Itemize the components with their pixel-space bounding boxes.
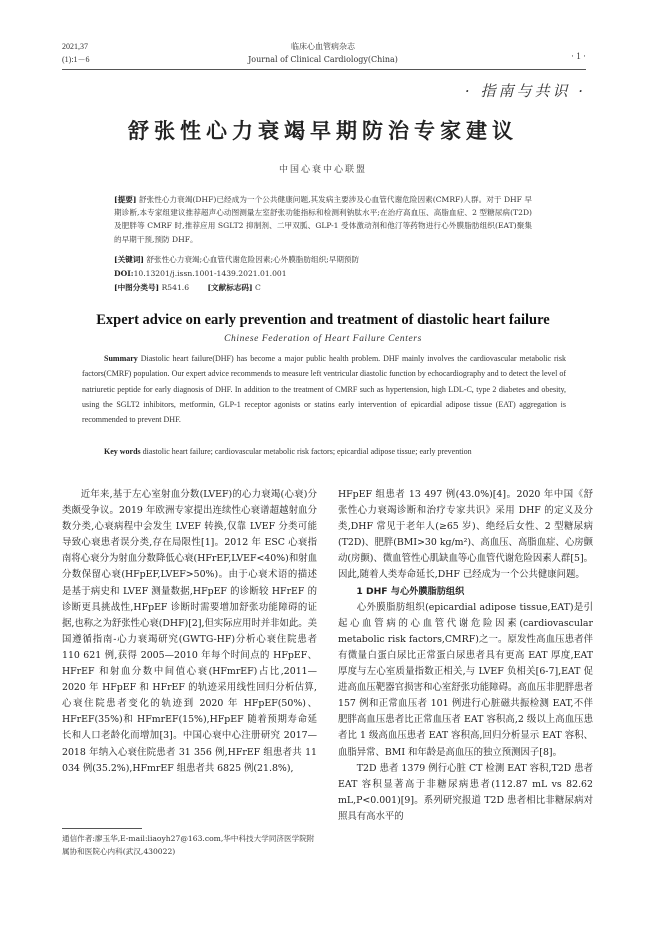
abstract-cn-label: [提要] [114, 195, 137, 204]
body-paragraph: 近年来,基于左心室射血分数(LVEF)的心力衰竭(心衰)分类颇受争议。2019 年欧洲专家提出连续性心衰谱超越射血分数分类,心衰病程中会发生 LVEF 转换,仅靠 LVEF 分类可能导致心衰患者误分类,存在局限性[1]。2012 年 ESC 心衰指南将心衰分为射血分数降低心衰(HFrEF,LVEF<40%)和射血分数保留心衰(HFpEF,LVEF>50%)。由于心衰术语的描述是基于病史和 LVEF 测量数据,HFpEF 的诊断较 HFrEF 的诊断更具挑战性,HFpEF 诊断时需要增加舒张功能障碍的证据,也称之为舒张性心衰(DHF)[2],但实际应用时并非如此。美国遵循指南-心力衰竭研究(GWTG-HF)分析心衰住院患者 110 621 例,获得 2005—2010 年每个时间点的 HFpEF、HFrEF 和射血分数中间值心衰(HFmrEF)占比,2011—2020 年 HFpEF 和 HFrEF 的轨迹采用线性回归分析估算,心衰住院患者变化的轨迹到 2020 年 HFpEF(50%)、HFrEF(35%)和 HFmrEF(15%),HFpEF 随着预期寿命延长和人口老龄化而增加[3]。中国心衰中心注册研究 2017—2018 年纳入心衰住院患者 31 356 例,HFrEF 组患者共 11 034 例(35.2%),HFmrEF 组患者共 6825 例(21.8%), [62, 489, 318, 774]
body-paragraph: T2D 患者 1379 例行心脏 CT 检测 EAT 容积,T2D 患者 EAT 容积显著高于非糖尿病患者(112.87 mL vs 82.62 mL,P<0.001)[9]。系列研究报道 T2D 患者相比非糖尿病对照具有高水平的 [338, 762, 593, 822]
journal-name-cn: 临床心血管病杂志 [291, 42, 355, 51]
doc-code-label: [文献标志码] [207, 283, 253, 292]
author-cn: 中国心衰中心联盟 [278, 165, 367, 175]
body-paragraph: 心外膜脂肪组织(epicardial adipose tissue,EAT)是引起心血管病的心血管代谢危险因素(cardiovascular metabolic risk factors,CMRF)之一。原发性高血压患者伴有微量白蛋白尿比正常蛋白尿患者具有更高 EAT 厚度,EAT 厚度与左心室质量指数正相关,与 LVEF 负相关[6-7],EAT 促进高血压靶器官损害和心室舒张功能障碍。高血压非肥胖患者 157 例和正常血压者 101 例进行心脏磁共振检测 EAT,不伴肥胖高血压患者比正常血压者 EAT 容积高,2 级以上高血压患者比 1 级高血压患者 EAT 容积高,回归分析显示 EAT 容积、血脂异常、BMI 和年龄是高血压的独立预测因子[8]。 [338, 601, 593, 758]
keywords-cn-label: [关键词] [114, 255, 144, 264]
header-year-volume [62, 40, 90, 66]
keywords-cn-text: 舒张性心力衰竭;心血管代谢危险因素;心外膜脂肪组织;早期预防 [146, 255, 360, 264]
author-en: Chinese Federation of Heart Failure Centers [224, 334, 422, 344]
page-number: · 1 · [571, 51, 586, 61]
article-title-cn: 舒张性心力衰竭早期防治专家建议 [128, 118, 518, 143]
header-issue-pages: (1):1－6 [62, 55, 90, 64]
keywords-en-label: Key words [104, 447, 141, 456]
header-journal [190, 40, 456, 66]
header-year-vol: 2021,37 [62, 42, 88, 51]
correspondence-footnote: 通信作者:廖玉华,E-mail:liaoyh27@163.com,华中科技大学同济医学院附属协和医院心内科(武汉,430022) [62, 834, 315, 856]
abstract-cn-text: 舒张性心力衰竭(DHF)已经成为一个公共健康问题,其发病主要涉及心血管代谢危险因素(CMRF)人群。对于 DHF 早期诊断,本专家组建议推荐超声心动图测量左室舒张功能指标和检测利钠肽水平;在治疗高血压、高脂血症、2 型糖尿病(T2D)及肥胖等 CMRF 时,推荐应用 SGLT2 抑制剂、二甲双胍、GLP-1 受体激动剂和他汀等药物进行心外膜脂肪组织(EAT)聚集的早期干预,预防 DHF。 [114, 195, 532, 244]
keywords-en [82, 444, 566, 459]
clc-label: [中图分类号] [114, 283, 160, 292]
header-divider [62, 69, 586, 70]
doi-line [114, 267, 532, 280]
body-right-column [338, 487, 593, 825]
doi-value: 10.13201/j.issn.1001-1439.2021.01.001 [133, 269, 287, 278]
journal-name-en: Journal of Clinical Cardiology(China) [248, 55, 398, 64]
abstract-en-text: Diastolic heart failure(DHF) has become a major public health problem. DHF mainly involves the cardiovascular metabolic risk factors(CMRF) population. Our expert advice recommends to measure left ventricular diastolic function by echocardiography and to detect the level of natriuretic peptide for early diagnosis of DHF. In addition to the treatment of CMRF such as hypertension, high LDL-C, type 2 diabetes and obesity, using the SGLT2 inhibitors, metformin, GLP-1 receptor agonists or statins early intervention of epicardial adipose tissue (EAT) aggregation is recommended to prevent DHF. [82, 354, 566, 425]
keywords-cn [114, 253, 532, 266]
abstract-en [82, 351, 566, 427]
clc-value: R541.6 [161, 283, 190, 292]
classification-line [114, 281, 532, 294]
doi-label: DOI: [114, 269, 134, 278]
body-paragraph: HFpEF 组患者 13 497 例(43.0%)[4]。2020 年中国《舒张性心力衰竭诊断和治疗专家共识》采用 DHF 的定义及分类,DHF 常见于老年人(≥65 岁)、绝经后女性、2 型糖尿病(T2D)、肥胖(BMI>30 kg/m²)、高血压、高脂血症、心房颤动(房颤)、微血管性心肌缺血等心血管代谢危险因素人群[5]。因此,随着人类寿命延长,DHF 已经成为一个公共健康问题。 [338, 489, 593, 581]
section-tag: · 指南与共识 · [464, 82, 586, 100]
abstract-cn [114, 193, 532, 246]
body-left-column [62, 487, 317, 777]
keywords-en-text: diastolic heart failure; cardiovascular metabolic risk factors; epicardial adipose tissue; early prevention [142, 447, 472, 456]
footnote-divider [62, 828, 142, 829]
section-heading: 1 DHF 与心外膜脂肪组织 [356, 585, 465, 597]
abstract-en-label: Summary [104, 354, 138, 363]
article-title-en: Expert advice on early prevention and treatment of diastolic heart failure [96, 312, 550, 328]
doc-code-value: C [255, 283, 261, 292]
